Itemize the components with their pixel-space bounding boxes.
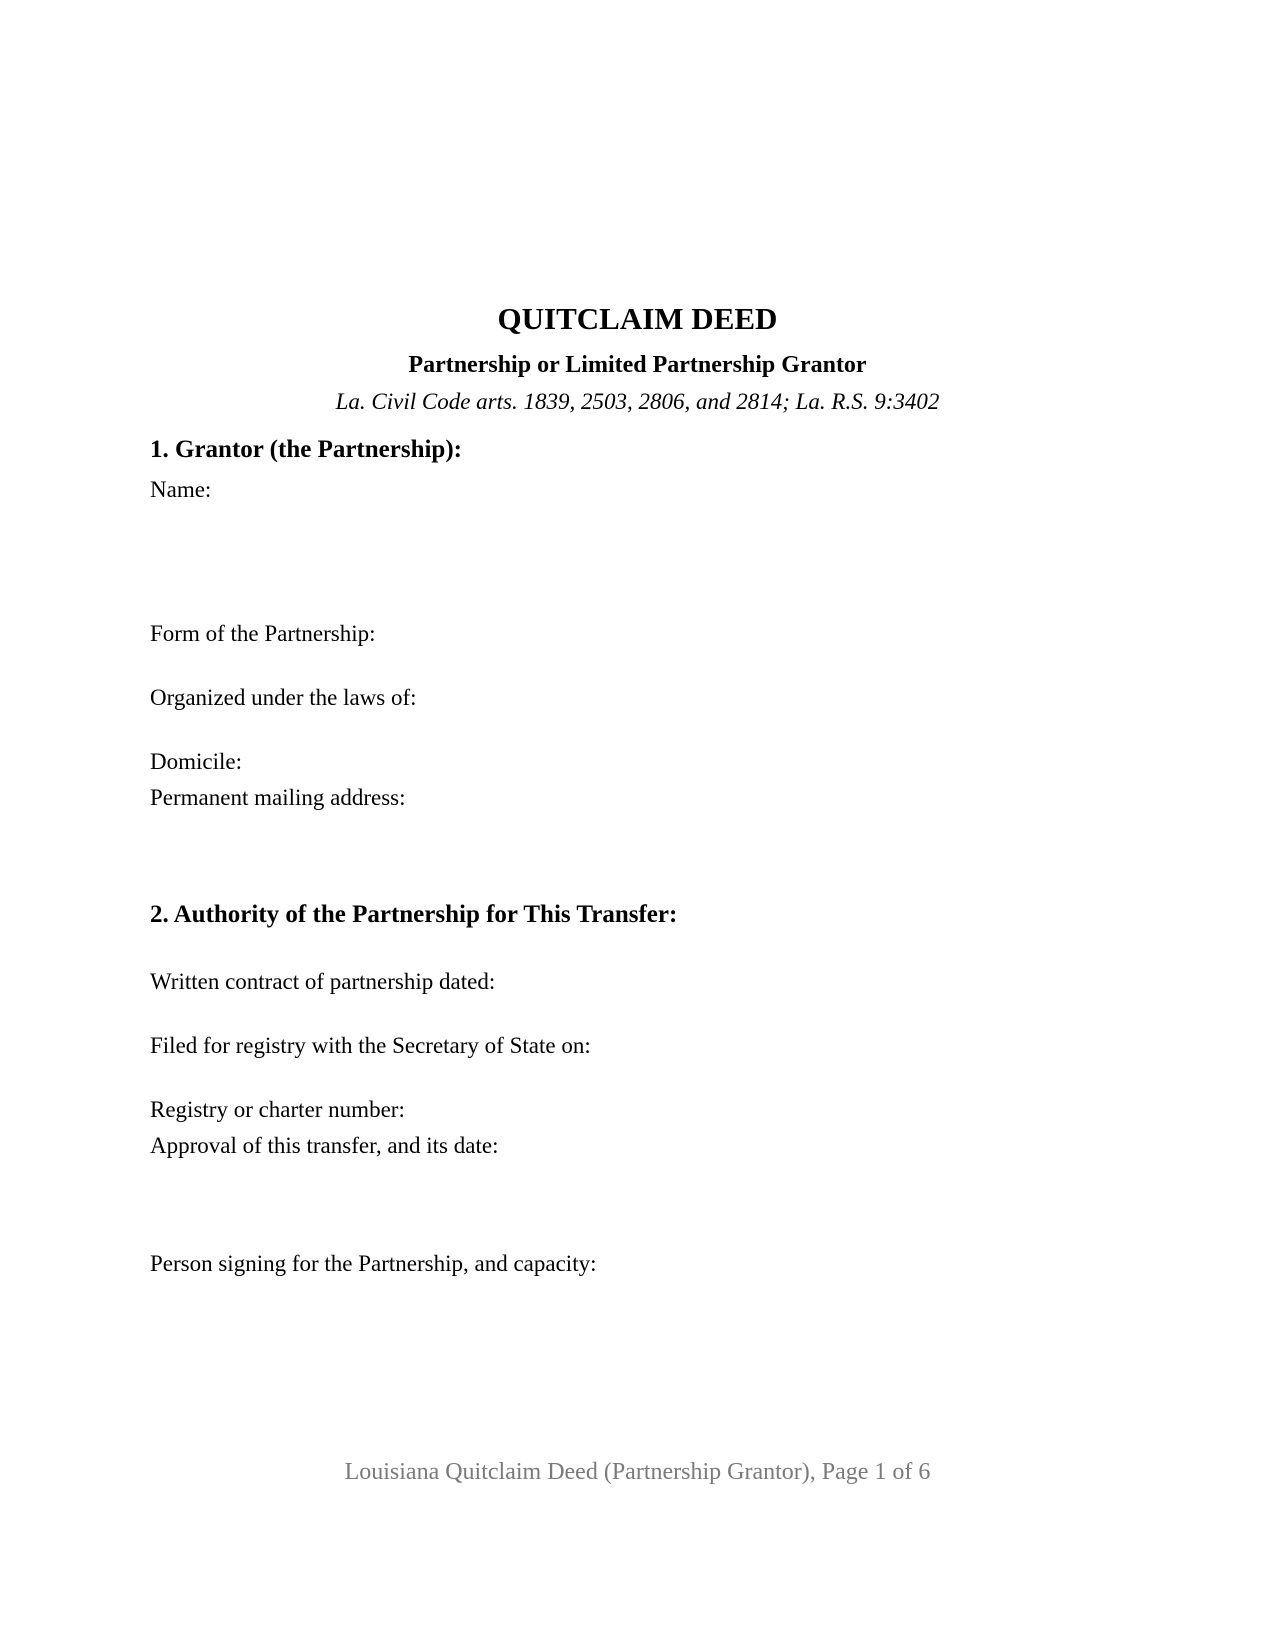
legal-citation: La. Civil Code arts. 1839, 2503, 2806, and 2814; La. R.S. 9:3402: [335, 389, 940, 414]
document-subtitle: Partnership or Limited Partnership Grantor: [408, 352, 867, 378]
field-label-registry-filing-date: Filed for registry with the Secretary of State on:: [150, 1033, 591, 1058]
page-footer: Louisiana Quitclaim Deed (Partnership Grantor), Page 1 of 6: [344, 1459, 931, 1485]
field-label-contract-date: Written contract of partnership dated:: [150, 969, 496, 994]
field-label-transfer-approval: Approval of this transfer, and its date:: [150, 1133, 499, 1158]
document-title: QUITCLAIM DEED: [497, 301, 778, 336]
field-label-organized-under-laws: Organized under the laws of:: [150, 685, 417, 710]
field-label-registry-number: Registry or charter number:: [150, 1097, 405, 1122]
section-heading-authority: 2. Authority of the Partnership for This Transfer:: [150, 901, 678, 928]
section-heading-grantor: 1. Grantor (the Partnership):: [150, 436, 462, 463]
field-label-domicile: Domicile:: [150, 749, 242, 774]
field-label-signer-capacity: Person signing for the Partnership, and capacity:: [150, 1251, 597, 1276]
field-label-partnership-form: Form of the Partnership:: [150, 621, 376, 646]
field-label-name: Name:: [150, 477, 212, 502]
field-label-mailing-address: Permanent mailing address:: [150, 785, 406, 810]
